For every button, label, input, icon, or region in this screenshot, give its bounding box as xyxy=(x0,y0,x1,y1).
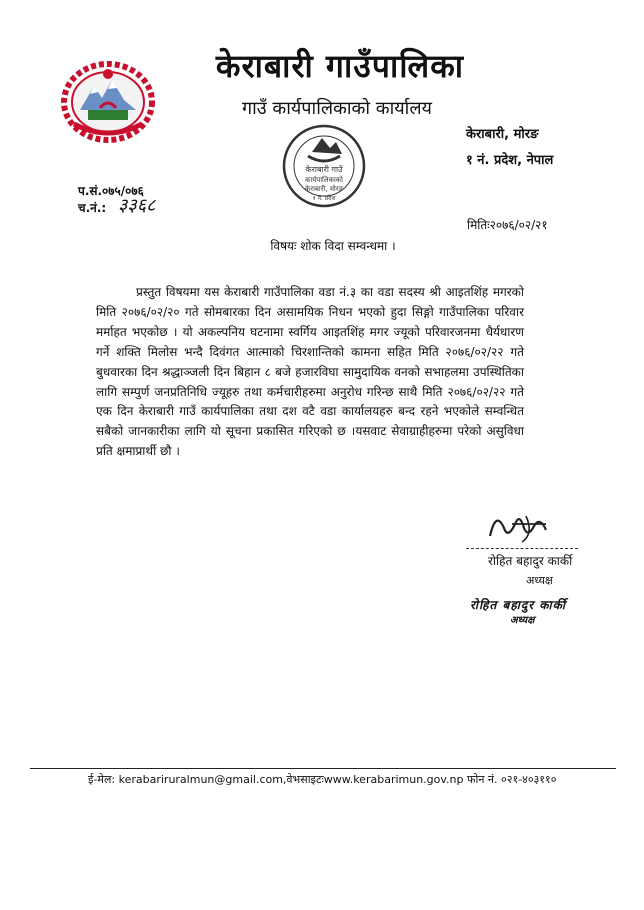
stamp-text-line3: केराबारी, मोरङ xyxy=(304,185,344,193)
letter-date: मितिः२०७६/०२/२१ xyxy=(467,218,548,232)
signature-line xyxy=(466,548,578,549)
reference-cn-label: च.नं.: xyxy=(78,201,107,215)
address-line-1: केराबारी, मोरङ xyxy=(466,127,539,142)
stamp-text-line1: केराबारी गाउँ xyxy=(305,165,343,174)
stamp-text-line2: कार्यपालिकाको xyxy=(305,176,343,184)
letter-subject: विषयः शोक विदा सम्वन्धमा । xyxy=(270,239,396,253)
signer-role: अध्यक्ष xyxy=(526,574,553,587)
name-stamp: रोहित बहादुर कार्की xyxy=(470,598,566,612)
footer-contact: ई-मेल: kerabariruralmun@gmail.com,वेभसाइटःwww.kerabarimun.gov.np फोन नं. ०२१-४०३११० xyxy=(88,773,557,786)
reference-ps: प.सं.०७५/०७६ xyxy=(78,184,144,198)
signer-name: रोहित बहादुर कार्की xyxy=(488,554,573,568)
address-line-2: १ नं. प्रदेश, नेपाल xyxy=(466,153,554,168)
page-title: केराबारी गाउँपालिका xyxy=(215,47,465,85)
reference-cn-value: ३३६८ xyxy=(118,195,156,216)
role-stamp: अध्यक्ष xyxy=(510,615,535,626)
footer-divider xyxy=(30,768,616,769)
office-stamp-icon xyxy=(278,122,370,210)
handwritten-signature-icon xyxy=(482,506,562,548)
stamp-text-line4: १ नं. प्रदेश xyxy=(312,195,336,202)
letter-body: प्रस्तुत विषयमा यस केराबारी गाउँपालिका वडा नं.३ का वडा सदस्य श्री आइतशिंह मगरको मिति २०७६/०२/२० गते सोमबारका दिन असामयिक निधन भएको हुदा सिङ्गो गाउँपालिका परिवार मर्माहत भएकोछ । यो अकल्पनिय घटनामा स्वर्गिय आइतशिंह मगर ज्यूको परिवारजनमा धैर्यधारण गर्ने शक्ति मिलोस भन्दै दिवंगत आत्माको चिरशान्तिको कामना सहित मिति २०७६/०२/२२ गते बुधवारका दिन श्रद्धाञ्जली दिन बिहान ८ बजे हजारविघा सामुदायिक वनको सभाहलमा उपस्थितिका लागि सम्पुर्ण जनप्रतिनिधि ज्यूहरु तथा कर्मचारीहरुमा अनुरोध गरिन्छ साथै मिति २०७६/०२/२२ गते एक दिन केराबारी गाउँ कार्यपालिका तथा दश वटै वडा कार्यालयहरु बन्द रहने भएकोले सम्वन्धित सबैको जानकारीका लागि यो सूचना प्रकासित गरिएको छ ।यसवाट सेवाग्राहीहरुमा परेको असुविधा प्रति क्षमाप्रार्थी छौ । xyxy=(96,285,524,459)
office-subtitle: गाउँ कार्यपालिकाको कार्यालय xyxy=(242,98,432,119)
